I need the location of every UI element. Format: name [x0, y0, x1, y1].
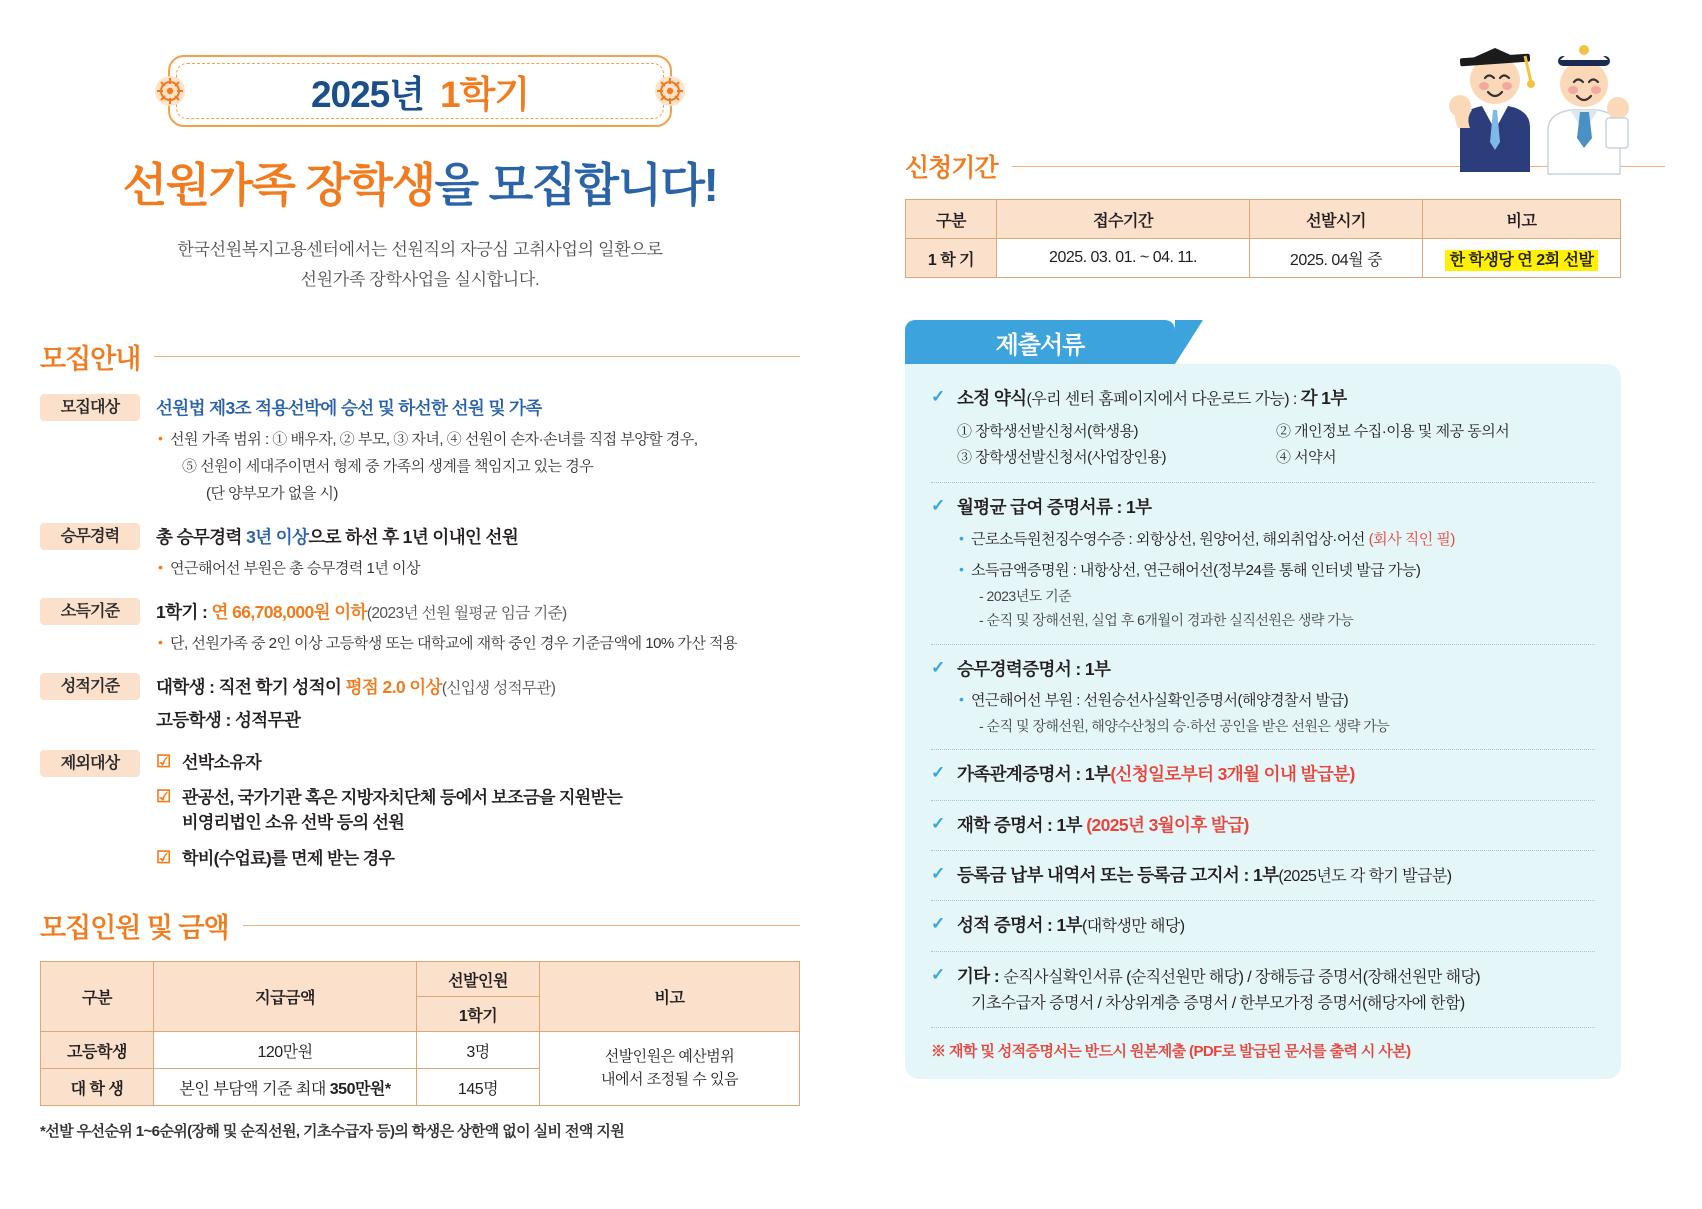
row-main-highlight: 평점 2.0 이상 — [345, 677, 442, 698]
row-tag: 모집대상 — [40, 394, 140, 421]
quota-table-body — [41, 1032, 800, 1106]
th-period: 접수기간 — [997, 200, 1250, 239]
document-dash: - 순직 및 장해선원, 해양수산청의 승·하선 공인을 받은 선원은 생략 가능 — [979, 717, 1390, 734]
wheel-icon-right — [655, 76, 685, 106]
row-body — [156, 750, 800, 883]
row-tag: 제외대상 — [40, 750, 140, 777]
document-subitem: ④ 서약서 — [1276, 448, 1337, 466]
row-main-pre: 대학생 : 직전 학기 성적이 — [156, 677, 346, 698]
cell-amount — [154, 1069, 417, 1106]
table-row — [906, 239, 1621, 278]
wheel-icon-left — [155, 76, 185, 106]
row-main-highlight: 3년 이상 — [246, 526, 309, 547]
doc-head-line2: 기초수급자 증명서 / 차상위계층 증명서 / 한부모가정 증명서(해당자에 한함) — [971, 995, 1465, 1013]
th-amount: 지급금액 — [154, 962, 417, 1032]
cell-count: 145명 — [417, 1069, 540, 1106]
document-item — [931, 863, 1595, 901]
document-heading: ✓ 승무경력증명서 : 1부 — [931, 657, 1595, 682]
th-semester: 1학기 — [417, 997, 540, 1032]
table-header-row — [906, 200, 1621, 239]
row-main-post: 으로 하선 후 1년 이내인 선원 — [308, 526, 519, 547]
cell-remark — [1423, 239, 1621, 278]
row-subline: ⑤ 선원이 세대주이면서 형제 중 가족의 생계를 책임지고 있는 경우 — [182, 457, 594, 475]
row-body — [156, 523, 800, 581]
row-tag: 소득기준 — [40, 598, 140, 625]
row-main-line2: 고등학생 : 성적무관 — [156, 709, 301, 730]
document-item — [931, 495, 1595, 644]
row-main-text — [156, 674, 800, 700]
section-title-quota-label: 모집인원 및 금액 — [40, 913, 229, 944]
th-division: 구분 — [41, 962, 154, 1032]
apply-table-body — [906, 239, 1621, 278]
exclusion-line1: 관공선, 국가기관 혹은 지방자치단체 등에서 보조금을 지원받는 — [182, 788, 623, 808]
recruit-rows — [40, 394, 800, 883]
hero-year: 2025년 — [310, 74, 424, 115]
document-item — [931, 913, 1595, 951]
recruit-row-income — [40, 598, 800, 656]
document-bullet — [931, 528, 1595, 552]
documents-note: ※ 재학 및 성적증명서는 반드시 원본제출 (PDF로 발급된 문서를 출력 시 사본) — [931, 1043, 1411, 1061]
row-tag: 성적기준 — [40, 673, 140, 700]
document-heading — [931, 386, 1595, 411]
document-heading — [931, 813, 1595, 838]
document-heading — [931, 964, 1595, 1016]
document-item — [931, 386, 1595, 483]
doc-head-pre: 등록금 납부 내역서 또는 등록금 고지서 : 1부 — [957, 865, 1279, 886]
doc-head-pre: 성적 증명서 : 1부 — [957, 915, 1082, 936]
doc-head-pre: 재학 증명서 : 1부 — [957, 814, 1087, 835]
th-division: 구분 — [906, 200, 997, 239]
document-item — [931, 657, 1595, 751]
th-select-time: 선발시기 — [1250, 200, 1423, 239]
row-bullet: • 선원 가족 범위 : ① 배우자, ② 부모, ③ 자녀, ④ 선원이 손자·손녀를 직접 부양할 경우, — [156, 428, 800, 452]
row-main-highlight: 연 66,708,000원 이하 — [211, 602, 367, 622]
document-dash: - 2023년도 기준 — [979, 587, 1072, 604]
documents-tab — [905, 320, 1175, 364]
document-item — [931, 964, 1595, 1029]
row-main-text: 선원법 제3조 적용선박에 승선 및 하선한 선원 및 가족 — [156, 397, 542, 418]
divider — [154, 356, 800, 357]
documents-tab-label: 제출서류 — [995, 331, 1085, 359]
th-count: 선발인원 — [417, 962, 540, 997]
row-body — [156, 598, 800, 656]
doc-head-tail: (2025년도 각 학기 발급분) — [1278, 868, 1452, 886]
document-subitem: ② 개인정보 수집·이용 및 제공 동의서 — [1276, 423, 1510, 441]
cell-remark: 선발인원은 예산범위 내에서 조정될 수 있음 — [540, 1032, 800, 1106]
exclusion-line2: 비영리법인 소유 선박 등의 선원 — [182, 813, 405, 833]
doc-head-mid: (우리 센터 홈페이지에서 다운로드 가능) : — [1026, 391, 1301, 408]
row-main-pre: 총 승무경력 — [156, 526, 247, 547]
cell-remark-highlight: 한 학생당 연 2회 선발 — [1445, 250, 1599, 271]
row-main-post: (2023년 선원 월평균 임금 기준) — [366, 605, 567, 622]
hero-subtitle-line1: 한국선원복지고용센터에서는 선원직의 자긍심 고취사업의 일환으로 — [177, 240, 663, 259]
row-main-pre: 1학기 : — [156, 602, 212, 622]
row-bullet: • 단, 선원가족 중 2인 이상 고등학생 또는 대학교에 재학 중인 경우 기준금액에 10% 가산 적용 — [156, 632, 800, 656]
document-heading: ✓ 월평균 급여 증명서류 : 1부 — [931, 495, 1595, 520]
document-dash: - 순직 및 장해선원, 실업 후 6개월이 경과한 실직선원은 생략 가능 — [979, 612, 1354, 629]
hero-semester: 1학기 — [440, 74, 530, 115]
apply-table-head — [906, 200, 1621, 239]
recruit-row-excluded — [40, 750, 800, 883]
exclusion-item: ☑ 선박소유자 — [156, 751, 800, 776]
doc-head-pre: 기타 : — [957, 965, 1004, 986]
table-row — [41, 1032, 800, 1069]
row-subline: (단 양부모가 없을 시) — [206, 484, 338, 502]
th-remark: 비고 — [1423, 200, 1621, 239]
hero-subtitle-line2: 선원가족 장학사업을 실시합니다. — [300, 269, 540, 289]
quota-table — [40, 961, 800, 1106]
headline-part-1: 선원가족 장학생 — [122, 159, 435, 211]
left-column — [40, 30, 800, 1141]
cell-count: 3명 — [417, 1032, 540, 1069]
table-header-row — [41, 962, 800, 997]
recruit-row-experience — [40, 523, 800, 581]
document-subitem: ③ 장학생선발신청서(사업장인용) — [957, 448, 1167, 466]
apply-table — [905, 199, 1621, 278]
graduate-mascot — [1449, 48, 1535, 172]
exclusion-item — [156, 786, 800, 835]
document-heading — [931, 762, 1595, 787]
document-item — [931, 762, 1595, 800]
recruit-row-target — [40, 394, 800, 506]
cell-select-time: 2025. 04월 중 — [1250, 239, 1423, 278]
sailor-mascot — [1548, 45, 1629, 174]
cell-period: 2025. 03. 01. ~ 04. 11. — [997, 239, 1250, 278]
headline-part-2: 을 — [434, 159, 489, 211]
document-bullet: • 연근해어선 부원 : 선원승선사실확인증명서(해양경찰서 발급) — [931, 689, 1595, 713]
row-body — [156, 394, 800, 506]
headline-part-3: 모집합니다! — [488, 159, 718, 211]
cell-amount-highlight: 350만원* — [329, 1080, 391, 1098]
section-title-apply-label: 신청기간 — [905, 154, 998, 182]
doc-bullet-highlight: (회사 직인 필) — [1368, 530, 1455, 548]
quota-footnote: *선발 우선순위 1~6순위(장해 및 순직선원, 기초수급자 등)의 학생은 상한액 없이 실비 전액 지원 — [40, 1123, 625, 1141]
exclusion-item: ☑ 학비(수업료)를 면제 받는 경우 — [156, 847, 800, 872]
cell-amount-pre: 본인 부담액 기준 최대 — [179, 1080, 330, 1098]
mascot-illustration — [1430, 22, 1660, 192]
hero-ribbon — [168, 55, 672, 127]
doc-head-highlight: (2025년 3월이후 발급) — [1086, 814, 1249, 835]
hero-subtitle — [40, 235, 800, 295]
document-subitem: ① 장학생선발신청서(학생용) — [957, 423, 1139, 441]
document-heading — [931, 863, 1595, 888]
documents-box — [905, 364, 1621, 1079]
row-bullet: • 연근해어선 부원은 총 승무경력 1년 이상 — [156, 557, 800, 581]
cell-division: 1 학 기 — [906, 239, 997, 278]
page-title — [40, 149, 800, 215]
doc-head-pre: 가족관계증명서 : 1부 — [957, 764, 1111, 785]
doc-head-highlight: 각 1부 — [1300, 388, 1347, 408]
cell-division: 대 학 생 — [41, 1069, 154, 1106]
row-main-text — [156, 524, 800, 550]
section-title-recruit-label: 모집안내 — [40, 343, 141, 374]
cell-division: 고등학생 — [41, 1032, 154, 1069]
cell-amount: 120만원 — [154, 1032, 417, 1069]
row-main-post: (신입생 성적무관) — [441, 680, 556, 698]
quota-table-head — [41, 962, 800, 1032]
doc-head-tail: 순직사실확인서류 (순직선원만 해당) / 장해등급 증명서(장해선원만 해당) — [1003, 968, 1481, 986]
document-bullet: • 소득금액증명원 : 내항상선, 연근해어선(정부24를 통해 인터넷 발급 가능) — [931, 559, 1595, 583]
doc-head-highlight: (신청일로부터 3개월 이내 발급분) — [1110, 764, 1355, 785]
documents-section — [905, 320, 1665, 1079]
recruit-row-grade — [40, 673, 800, 733]
row-body — [156, 673, 800, 733]
th-remark: 비고 — [540, 962, 800, 1032]
section-title-quota — [40, 906, 800, 945]
document-heading — [931, 913, 1595, 938]
document-item — [931, 813, 1595, 851]
row-tag: 승무경력 — [40, 523, 140, 550]
divider — [243, 925, 800, 926]
doc-head-pre: 소정 약식 — [957, 388, 1027, 408]
document-subitem-grid — [931, 419, 1595, 470]
section-title-recruit — [40, 337, 800, 376]
doc-bullet-text: 근로소득원천징수영수증 : 외항상선, 원양어선, 해외취업상·어선 — [971, 530, 1369, 548]
doc-head-tail: (대학생만 해당) — [1081, 918, 1185, 936]
row-main-text — [156, 599, 800, 625]
